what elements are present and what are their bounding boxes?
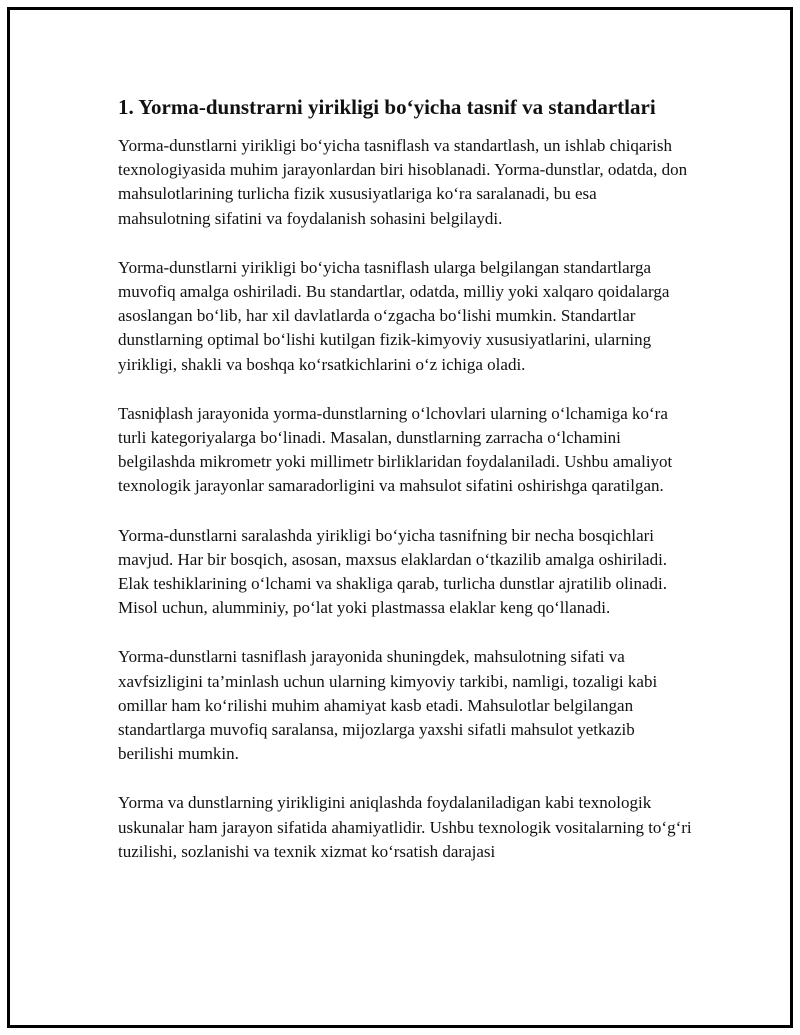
paragraph-6: Yorma va dunstlarning yirikligini aniqlashda foydalaniladigan kabi texnologik uskunalar ham jarayon sifatida ahamiyatlidir. Ushbu texnologik vositalarning to‘g‘ri tuzilishi, sozlanishi va texnik xizmat ko‘rsatish darajasi — [118, 793, 692, 861]
paragraph-5: Yorma-dunstlarni tasniflash jarayonida shuningdek, mahsulotning sifati va xavfsizligini ta’minlash uchun ularning kimyoviy tarkibi, namligi, tozaligi kabi omillar ham ko‘rilishi muhim ahamiyat kasb etadi. Mahsulotlar belgilangan standartlarga muvofiq saralansa, mijozlarga yaxshi sifatli mahsulot yetkazib berilishi mumkin. — [118, 647, 658, 764]
paragraph-3: Tasniфlash jarayonida yorma-dunstlarning o‘lchovlari ularning o‘lchamiga ko‘ra turli kategoriyalarga bo‘linadi. Masalan, dunstlarning zarracha o‘lchamini belgilashda mikrometr yoki millimetr birliklaridan foydalaniladi. Ushbu amaliyot texnologik jarayonlar samaradorligini va mahsulot sifatini oshirishga qaratilgan. — [118, 403, 673, 496]
paragraph-1: Yorma-dunstlarni yirikligi bo‘yicha tasniflash va standartlash, un ishlab chiqarish texnologiyasida muhim jarayonlardan biri hisoblanadi. Yorma-dunstlar, odatda, don mahsulotlarining turlicha fizik xususiyatlariga ko‘ra saralanadi, bu esa mahsulotning sifatini va foydalanish sohasini belgilaydi. — [118, 136, 688, 228]
document-body — [118, 94, 693, 889]
paragraph-2: Yorma-dunstlarni yirikligi bo‘yicha tasniflash ularga belgilangan standartlarga muvofiq amalga oshiriladi. Bu standartlar, odatda, milliy yoki xalqaro qoidalarga asoslangan bo‘lib, har xil davlatlarda o‘zgacha bo‘lishi mumkin. Standartlar dunstlarning optimal bo‘lishi kutilgan fizik-kimyoviy xususiyatlarini, ularning yirikligi, shakli va boshqa ko‘rsatkichlarini o‘z ichiga oladi. — [118, 257, 670, 374]
section-heading: 1. Yorma-dunstrarni yirikligi bo‘yicha tasnif va standartlari — [118, 95, 656, 119]
paragraph-4: Yorma-dunstlarni saralashda yirikligi bo‘yicha tasnifning bir necha bosqichlari mavjud. Har bir bosqich, asosan, maxsus elaklardan o‘tkazilib amalga oshiriladi. Elak teshiklarining o‘lchami va shakliga qarab, turlicha dunstlar ajratilib olinadi. Misol uchun, alumminiy, po‘lat yoki plastmassa elaklar keng qo‘llanadi. — [118, 525, 668, 618]
